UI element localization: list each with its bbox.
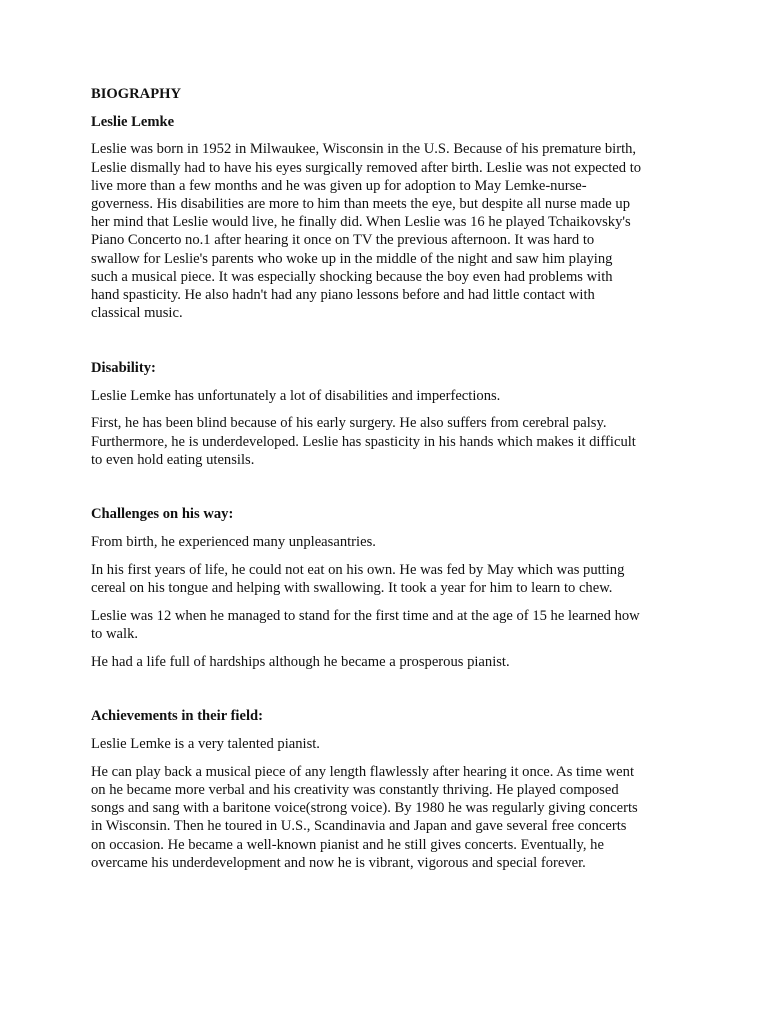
text-line: Leslie was 12 when he managed to stand for the first time and at the age of 15 he learned how	[91, 607, 640, 624]
subject-name: Leslie Lemke	[91, 113, 175, 130]
section-spacer	[91, 478, 681, 505]
text-line: Piano Concerto no.1 after hearing it once on TV the previous afternoon. It was hard to	[91, 232, 595, 249]
text-line: to walk.	[91, 625, 139, 642]
section-spacer	[91, 680, 681, 707]
achievements-paragraph: Leslie Lemke is a very talented pianist.	[91, 736, 320, 753]
text-line: First, he has been blind because of his early surgery. He also suffers from cerebral palsy.	[91, 415, 607, 432]
document-page	[91, 85, 681, 882]
challenges-paragraph	[91, 561, 681, 597]
text-line: on occasion. He became a well-known pianist and he still gives concerts. Eventually, he	[91, 836, 604, 853]
challenges-paragraph	[91, 607, 681, 643]
text-line: live more than a few months and he was given up for adoption to May Lemke-nurse-	[91, 177, 587, 194]
text-line: governess. His disabilities are more to him than meets the eye, but despite all nurse made up	[91, 196, 631, 213]
text-line: songs and sang with a baritone voice(strong voice). By 1980 he was regularly giving concerts	[91, 800, 638, 817]
achievements-paragraph	[91, 763, 681, 872]
text-line: Furthermore, he is underdeveloped. Leslie has spasticity in his hands which makes it difficult	[91, 433, 636, 450]
text-line: in Wisconsin. Then he toured in U.S., Scandinavia and Japan and gave several free concerts	[91, 818, 627, 835]
challenges-heading: Challenges on his way:	[91, 506, 234, 523]
text-line: hand spasticity. He also hadn't had any piano lessons before and had little contact with	[91, 287, 595, 304]
document-title: BIOGRAPHY	[91, 86, 181, 102]
text-line: Leslie was born in 1952 in Milwaukee, Wisconsin in the U.S. Because of his premature birth,	[91, 141, 637, 158]
challenges-paragraph: He had a life full of hardships although he became a prosperous pianist.	[91, 653, 510, 670]
text-line: swallow for Leslie's parents who woke up in the middle of the night and saw him playing	[91, 250, 613, 267]
text-line: to even hold eating utensils.	[91, 451, 255, 468]
section-spacer	[91, 332, 681, 359]
achievements-heading: Achievements in their field:	[91, 708, 263, 725]
text-line: In his first years of life, he could not eat on his own. He was fed by May which was putting	[91, 561, 625, 578]
text-line: such a musical piece. It was especially shocking because the boy even had problems with	[91, 268, 613, 285]
text-line: overcame his underdevelopment and now he is vibrant, vigorous and special forever.	[91, 854, 586, 871]
disability-heading: Disability:	[91, 359, 156, 376]
text-line: Leslie dismally had to have his eyes surgically removed after birth. Leslie was not expected to	[91, 159, 642, 176]
text-line: cereal on his tongue and helping with swallowing. It took a year for him to learn to chew.	[91, 580, 613, 597]
text-line: her mind that Leslie would live, he finally did. When Leslie was 16 he played Tchaikovsky's	[91, 214, 631, 231]
text-line: He can play back a musical piece of any length flawlessly after hearing it once. As time went	[91, 763, 635, 780]
biography-paragraph	[91, 140, 681, 322]
challenges-paragraph: From birth, he experienced many unpleasantries.	[91, 534, 376, 551]
disability-paragraph: Leslie Lemke has unfortunately a lot of disabilities and imperfections.	[91, 387, 501, 404]
text-line: classical music.	[91, 305, 183, 322]
text-line: on he became more verbal and his creativity was constantly thriving. He played composed	[91, 781, 619, 798]
disability-paragraph	[91, 414, 681, 469]
